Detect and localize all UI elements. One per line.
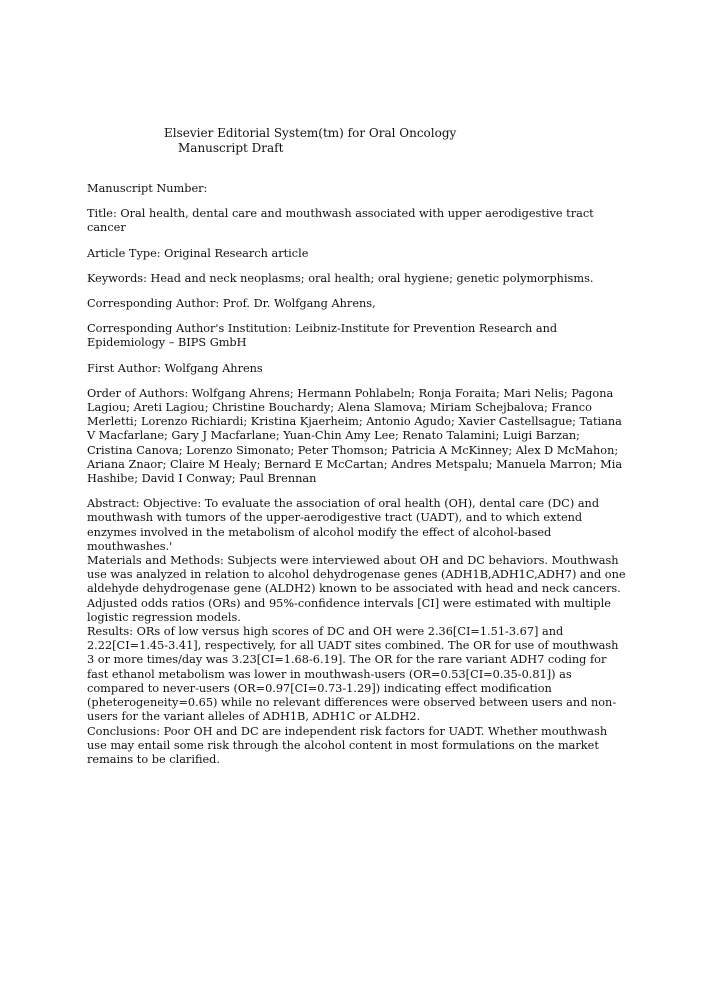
- abstract-methods: Materials and Methods: Subjects were interviewed about OH and DC behaviors. Mouthwash use was analyzed in relation to alcohol dehydrogenase genes (ADH1B,ADH1C,ADH7) and one aldehyde dehydrogenase gene (ALDH2) known to be associated with head and neck cancers. Adjusted odds ratios (ORs) and 95%-confidence intervals [CI] were estimated with multiple logistic regression models.: [87, 554, 626, 624]
- manuscript-details: [87, 182, 627, 767]
- abstract-objective: Abstract: Objective: To evaluate the association of oral health (OH), dental care (DC) and mouthwash with tumors of the upper-aerodigestive tract (UADT), and to which extend enzymes involved in the metabolism of alcohol modify the effect of alcohol-based mouthwashes.': [87, 497, 600, 553]
- article-type: Article Type: Original Research article: [87, 246, 309, 260]
- order-of-authors: Order of Authors: Wolfgang Ahrens; Hermann Pohlabeln; Ronja Foraita; Mari Nelis; Pagona Lagiou; Areti Lagiou; Christine Bouchardy; Alena Slamova; Miriam Schejbalova; Franco Merletti; Lorenzo Richiardi; Kristina Kjaerheim; Antonio Agudo; Xavier Castellsague; Tatiana V Macfarlane; Gary J Macfarlane; Yuan-Chin Amy Lee; Renato Talamini; Luigi Barzan; Cristina Canova; Lorenzo Simonato; Peter Thomson; Patricia A McKinney; Alex D McMahon; Ariana Znaor; Claire M Healy; Bernard E McCartan; Andres Metspalu; Manuela Marron; Mia Hashibe; David I Conway; Paul Brennan: [87, 386, 623, 486]
- manuscript-number: Manuscript Number:: [87, 182, 208, 195]
- abstract: [87, 497, 627, 767]
- manuscript-draft-label: Manuscript Draft: [178, 141, 284, 155]
- abstract-results: Results: ORs of low versus high scores of DC and OH were 2.36[CI=1.51-3.67] and 2.22[CI=1.45-3.41], respectively, for all UADT sites combined. The OR for use of mouthwash 3 or more times/day was 3.23[CI=1.68-6.19]. The OR for the rare variant ADH7 coding for fast ethanol metabolism was lower in mouthwash-users (OR=0.53[CI=0.35-0.81]) as compared to never-users (OR=0.97[CI=0.73-1.29]) indicating effect modification (pheterogeneity=0.65) while no relevant differences were observed between users and non-users for the variant alleles of ADH1B, ADH1C or ALDH2.: [87, 625, 619, 724]
- corresponding-institution: Corresponding Author's Institution: Leibniz-Institute for Prevention Research and Epidemiology – BIPS GmbH: [87, 322, 558, 350]
- manuscript-title: Title: Oral health, dental care and mouthwash associated with upper aerodigestive tract cancer: [87, 207, 594, 235]
- keywords: Keywords: Head and neck neoplasms; oral health; oral hygiene; genetic polymorphisms.: [87, 271, 594, 285]
- first-author: First Author: Wolfgang Ahrens: [87, 361, 263, 375]
- corresponding-author: Corresponding Author: Prof. Dr. Wolfgang Ahrens,: [87, 297, 376, 311]
- abstract-conclusions: Conclusions: Poor OH and DC are independent risk factors for UADT. Whether mouthwash use may entail some risk through the alcohol content in most formulations on the market remains to be clarified.: [87, 724, 608, 766]
- editorial-system-title: Elsevier Editorial System(tm) for Oral Oncology: [164, 126, 457, 140]
